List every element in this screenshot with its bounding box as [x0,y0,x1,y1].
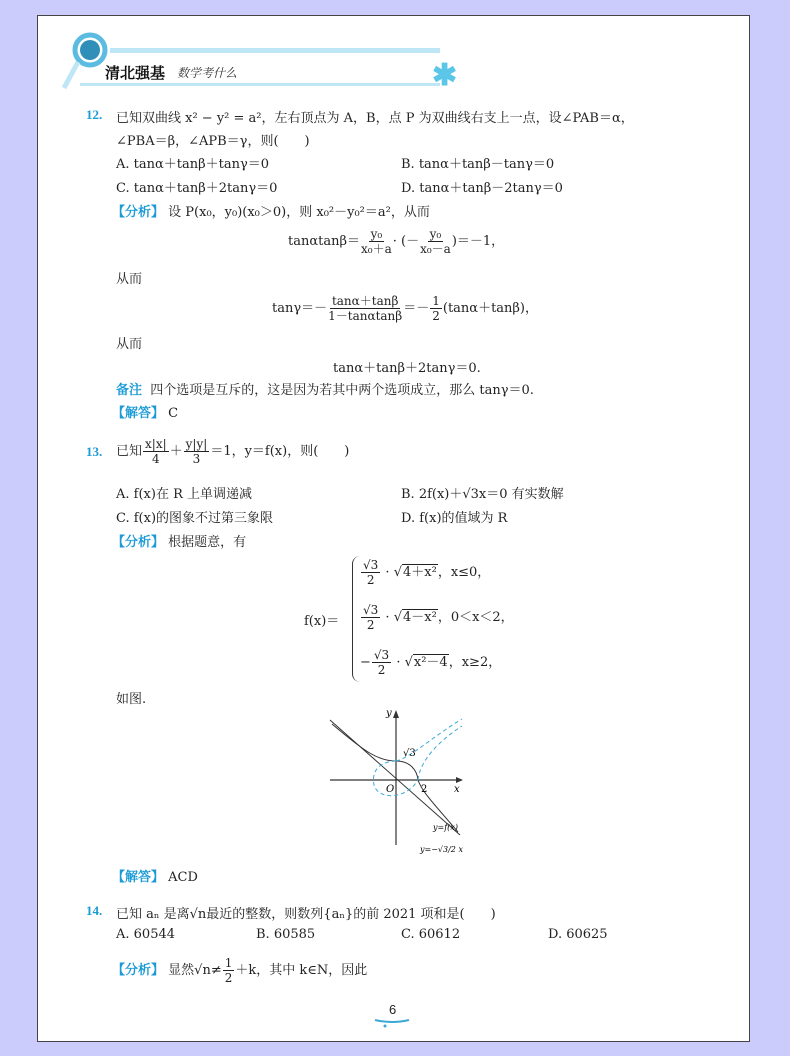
analysis-tag: 【分析】 [112,535,165,550]
question-stem: 已知 aₙ 是离√n最近的整数，则数列{aₙ}的前 2021 项和是( ) [116,907,496,922]
note-tag: 备注 [116,383,143,398]
answer-text: ACD [168,870,198,885]
page-number-wave-icon [372,1016,412,1028]
equation-2: tanγ＝－ $\frac{\tan\alpha+\tan\beta}{1-\tan\alpha\tan\beta}$ ＝－ $\frac{1}{2}$ (tanα＋tanβ)， [272,294,539,323]
question-stem-cont: ∠PBA＝β，∠APB＝γ，则( ) [116,134,310,149]
option-c: C. 60612 [401,927,461,942]
option-b: B. tanα＋tanβ－tanγ＝0 [401,157,555,172]
note-text: 四个选项是互斥的，这是因为若其中两个选项成立，那么 tanγ＝0. [150,383,534,398]
function-graph [320,700,490,860]
header-subtitle: 数学考什么 [177,66,238,80]
piecewise-case: − $\frac{√3}{2}$ · √x²－4，x≥2， [360,648,502,677]
option-a: A. tanα＋tanβ＋tanγ＝0 [116,157,270,172]
header-title: 清北强基 [105,64,166,82]
question-stem: 已知 $\frac{x|x|}{4}$ ＋ $\frac{y|y|}{3}$ ＝1，y＝f(x)，则( ) [116,437,350,466]
page-number: 6 [389,1002,397,1017]
x-label: x [454,784,460,795]
option-b: B. 60585 [256,927,316,942]
question-stem: 已知双曲线 x² − y² = a²，左右顶点为 A，B，点 P 为双曲线右支上一点，设∠PAB＝α， [116,111,634,126]
analysis-text: 根据题意，有 [168,535,247,550]
fx-label: f(x)＝ [304,614,340,629]
option-a: A. 60544 [116,927,176,942]
then-text: 从而 [116,272,143,287]
question-number: 13. [86,444,103,459]
y-label: y [386,708,392,719]
analysis-tag: 【分析】 [112,963,165,978]
option-c: C. tanα＋tanβ＋2tanγ＝0 [116,181,278,196]
answer-tag: 【解答】 [112,870,165,885]
analysis-text: 设 P(x₀，y₀)(x₀＞0)，则 x₀²－y₀²＝a²，从而 [168,205,430,220]
option-d: D. tanα＋tanβ－2tanγ＝0 [401,181,563,196]
option-d: D. f(x)的值域为 R [401,511,508,526]
sqrt3-label: √3 [403,748,416,759]
curve-label: y=f(x) [433,823,458,832]
see-figure-text: 如图. [116,692,147,707]
two-label: 2 [421,784,428,795]
option-b: B. 2f(x)＋√3x＝0 有实数解 [401,487,564,502]
answer-text: C [168,406,179,421]
piecewise-case: $\frac{√3}{2}$ · √4＋x²，x≤0， [363,558,491,587]
asterisk-decoration-icon: ✱ [432,58,458,93]
question-number: 14. [86,903,103,918]
then-text: 从而 [116,337,143,352]
asymptote-line [330,720,460,835]
analysis-text: 显然√n≠ $\frac{1}{2}$ ＋k，其中 k∈N，因此 [168,956,368,985]
answer-tag: 【解答】 [112,406,165,421]
question-number: 12. [86,107,103,122]
analysis-tag: 【分析】 [112,205,165,220]
equation-3: tanα＋tanβ＋2tanγ＝0. [333,361,481,376]
origin-label: O [386,784,395,795]
option-c: C. f(x)的图象不过第三象限 [116,511,274,526]
option-d: D. 60625 [548,927,608,942]
piecewise-case: $\frac{√3}{2}$ · √4－x²，0＜x＜2， [363,603,514,632]
option-a: A. f(x)在 R 上单调递减 [116,487,252,502]
asymptote-label: y=−√3/2 x [420,845,463,854]
equation-1: tanαtanβ＝ $\frac{\text{y₀}}{\text{x₀＋a}}$ · (－ $\frac{\text{y₀}}{\text{x₀－a}}$ )＝－1， [288,227,505,256]
